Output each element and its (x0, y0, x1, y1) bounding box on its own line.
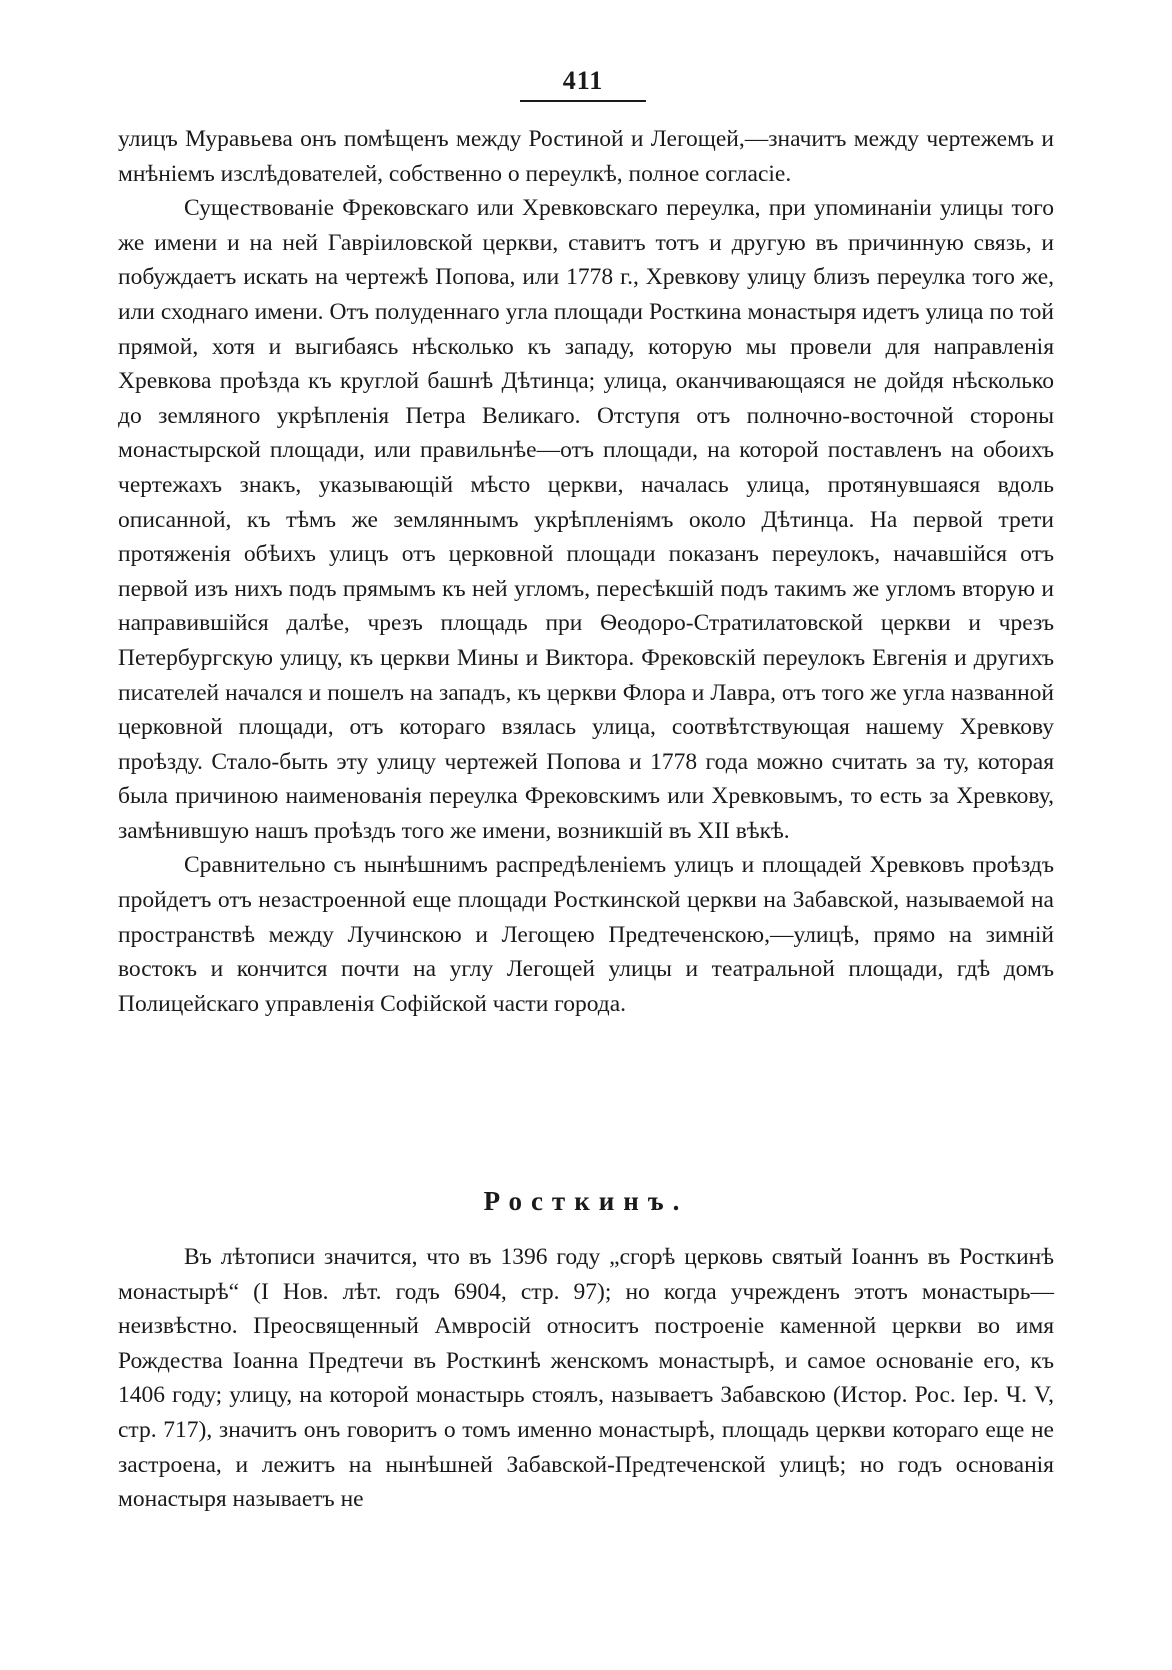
section-text (118, 1240, 1054, 1517)
paragraph: Существованіе Фрековскаго или Хревковскаго переулка, при упоминаніи улицы того же имени и на ней Гавріиловской церкви, ставитъ тотъ и другую въ причинную связь, и побуждаетъ искать на чертежѣ Попова, или 1778 г., Хревкову улицу близъ переулка того же, или сходнаго имени. Отъ полуденнаго угла площади Росткина монастыря идетъ улица по той прямой, хотя и выгибаясь нѣсколько къ западу, которую мы провели для направленія Хревкова проѣзда къ круглой башнѣ Дѣтинца; улица, оканчивающаяся не дойдя нѣсколько до земляного укрѣпленія Петра Великаго. Отступя отъ полночно-восточной стороны монастырской площади, или правильнѣе—отъ площади, на которой поставленъ на обоихъ чертежахъ знакъ, указывающій мѣсто церкви, началась улица, протянувшаяся вдоль описанной, къ тѣмъ же земляннымъ укрѣпленіямъ около Дѣтинца. На первой трети протяженія обѣихъ улицъ отъ церковной площади показанъ переулокъ, начавшійся отъ первой изъ нихъ подъ прямымъ къ ней угломъ, пересѣкшій подъ такимъ же угломъ вторую и направившійся далѣе, чрезъ площадь при Ѳеодоро-Стратилатовской церкви и чрезъ Петербургскую улицу, къ церкви Мины и Виктора. Фрековскій переулокъ Евгенія и другихъ писателей начался и пошелъ на западъ, къ церкви Флора и Лавра, отъ того же угла названной церковной площади, отъ котораго взялась улица, соотвѣтствующая нашему Хревкову проѣзду. Стало-быть эту улицу чертежей Попова и 1778 года можно считать за ту, которая была причиною наименованія переулка Фрековскимъ или Хревковымъ, то есть за Хревкову, замѣнившую нашъ проѣздъ того же имени, возникшій въ XII вѣкѣ. (118, 195, 1054, 844)
page-number-rule (520, 100, 646, 102)
section-title: Росткинъ. (483, 1186, 689, 1216)
paragraph: Въ лѣтописи значится, что въ 1396 году „сгорѣ церковь святый Іоаннъ въ Росткинѣ монастырѣ“ (I Нов. лѣт. годъ 6904, стр. 97); но когда учрежденъ этотъ монастырь—неизвѣстно. Преосвященный Амвросій относитъ построеніе каменной церкви во имя Рождества Іоанна Предтечи въ Росткинѣ женскомъ монастырѣ, и самое основаніе его, къ 1406 году; улицу, на которой монастырь стоялъ, называетъ Забавскою (Истор. Рос. Іер. Ч. V, стр. 717), значитъ онъ говоритъ о томъ именно монастырѣ, площадь церкви котораго еще не застроена, и лежитъ на нынѣшней Забавской-Предтеченской улицѣ; но годъ основанія монастыря называетъ не (118, 1244, 1054, 1513)
paragraph: Сравнительно съ нынѣшнимъ распредѣленіемъ улицъ и площадей Хревковъ проѣздъ пройдетъ отъ незастроенной еще площади Росткинской церкви на Забавской, называемой на пространствѣ между Лучинскою и Легощею Предтеченскою,—улицѣ, прямо на зимній востокъ и кончится почти на углу Легощей улицы и театральной площади, гдѣ домъ Полицейскаго управленія Софійской части города. (118, 852, 1054, 1017)
body-text (118, 122, 1054, 1021)
page-number: 411 (562, 66, 604, 95)
paragraph-continued: улицъ Муравьева онъ помѣщенъ между Ростиной и Легощей,—значитъ между чертежемъ и мнѣніемъ изслѣдователей, собственно о переулкѣ, полное согласіе. (118, 126, 1054, 187)
